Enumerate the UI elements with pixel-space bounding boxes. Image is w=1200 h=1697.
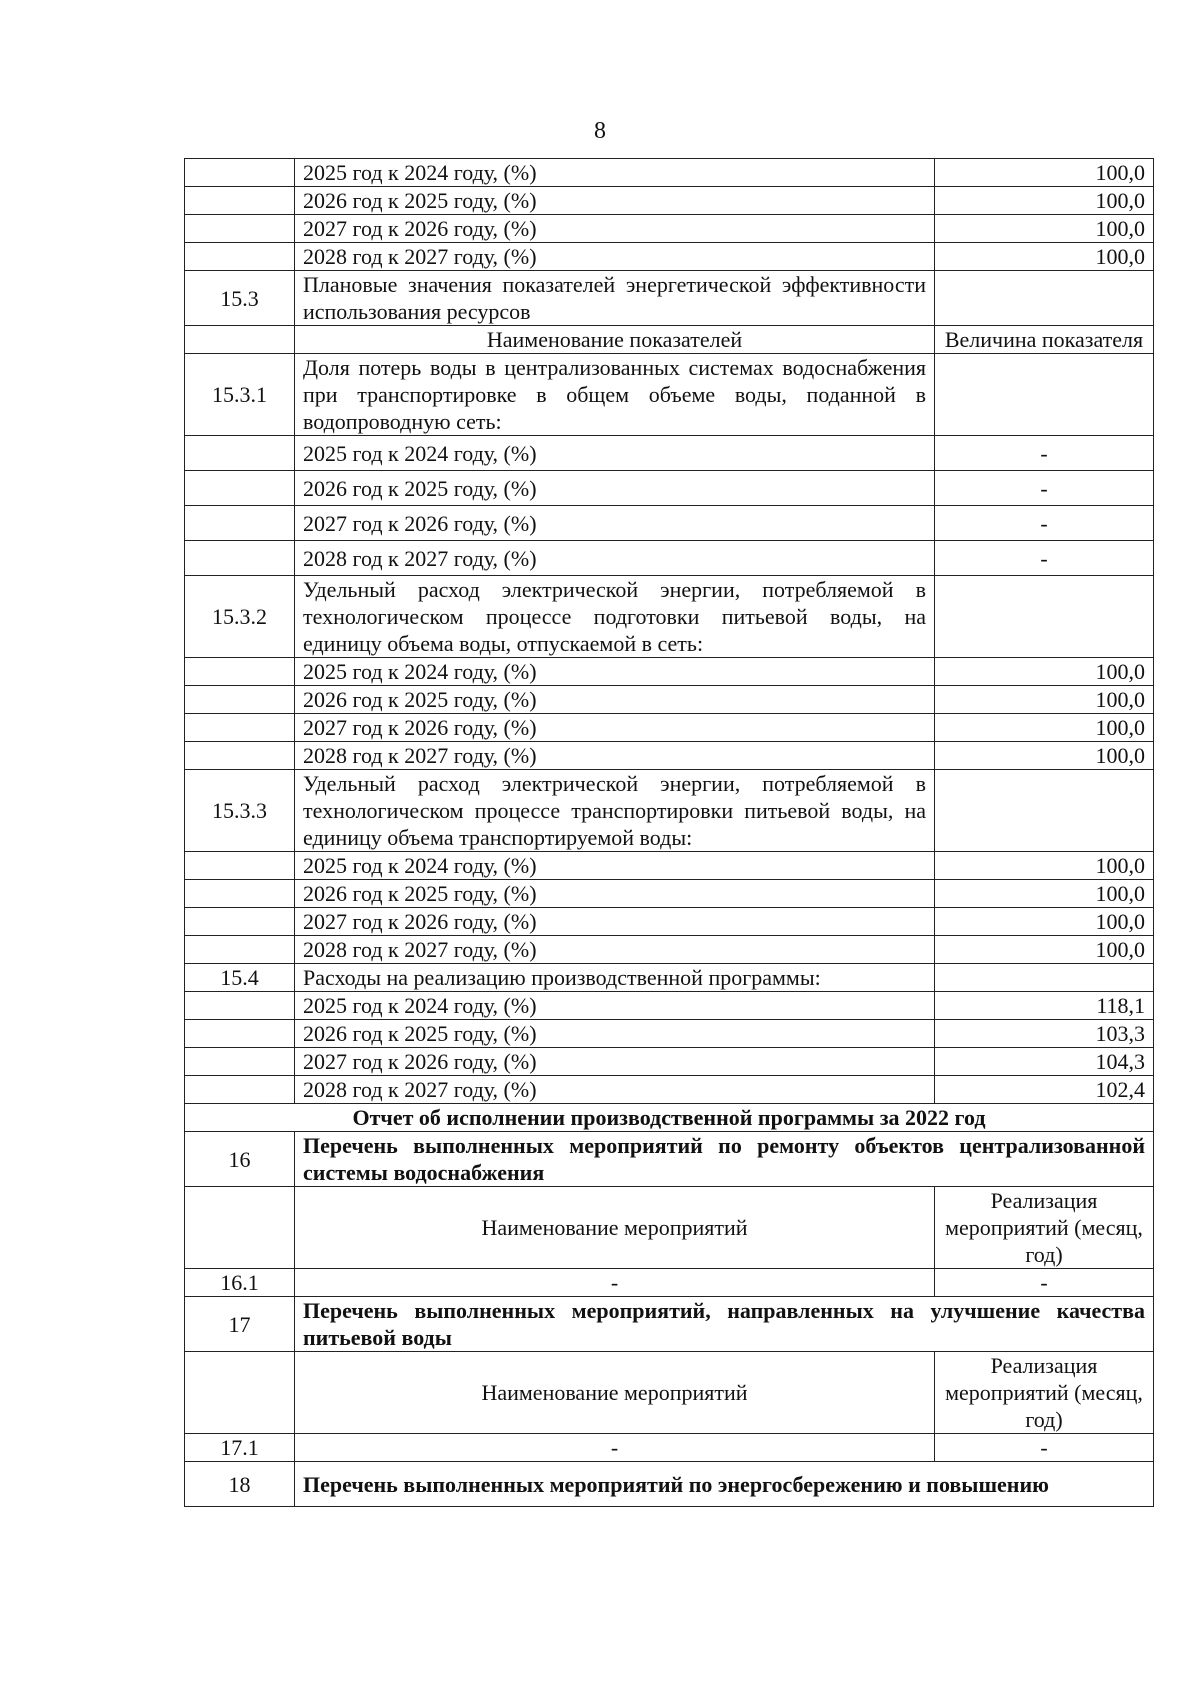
row-number-cell — [185, 187, 295, 215]
section-row-16 — [185, 1132, 1154, 1187]
table-row — [185, 852, 1154, 880]
row-number-cell — [185, 506, 295, 541]
section-title: Плановые значения показателей энергетической эффективности использования ресурсов — [295, 271, 935, 326]
row-number-cell — [185, 852, 295, 880]
row-label: 2028 год к 2027 году, (%) — [295, 742, 935, 770]
row-value: - — [935, 1269, 1154, 1297]
row-label: 2025 год к 2024 году, (%) — [295, 436, 935, 471]
row-number-cell — [185, 436, 295, 471]
table-row — [185, 908, 1154, 936]
row-label: - — [295, 1269, 935, 1297]
section-number: 15.4 — [185, 964, 295, 992]
table-row — [185, 541, 1154, 576]
table-row — [185, 1048, 1154, 1076]
row-value: 100,0 — [935, 742, 1154, 770]
section-row-15-4 — [185, 964, 1154, 992]
row-value: - — [935, 471, 1154, 506]
row-value: 100,0 — [935, 658, 1154, 686]
row-number-cell — [185, 992, 295, 1020]
row-label: 2028 год к 2027 году, (%) — [295, 1076, 935, 1104]
row-label: 2027 год к 2026 году, (%) — [295, 215, 935, 243]
section-number: 15.3 — [185, 271, 295, 326]
section-title: Перечень выполненных мероприятий по ремонту объектов централизованной системы водоснабжения — [295, 1132, 1154, 1187]
row-number: 17.1 — [185, 1434, 295, 1462]
row-label: 2027 год к 2026 году, (%) — [295, 1048, 935, 1076]
row-value: 100,0 — [935, 187, 1154, 215]
section-row-15-3-1 — [185, 354, 1154, 436]
row-value: 100,0 — [935, 243, 1154, 271]
table-row — [185, 436, 1154, 471]
row-label: 2025 год к 2024 году, (%) — [295, 658, 935, 686]
empty-value-cell — [935, 964, 1154, 992]
empty-value-cell — [935, 354, 1154, 436]
page-number: 8 — [594, 118, 606, 144]
row-label: 2026 год к 2025 году, (%) — [295, 187, 935, 215]
row-label: 2027 год к 2026 году, (%) — [295, 714, 935, 742]
row-label: 2025 год к 2024 году, (%) — [295, 159, 935, 187]
row-number-cell — [185, 714, 295, 742]
row-number-cell — [185, 908, 295, 936]
row-number-cell — [185, 658, 295, 686]
section-number: 15.3.1 — [185, 354, 295, 436]
section-title: Удельный расход электрической энергии, потребляемой в технологическом процессе транспортировки питьевой воды, на единицу объема транспортируемой воды: — [295, 770, 935, 852]
row-value: 104,3 — [935, 1048, 1154, 1076]
section-number: 18 — [185, 1462, 295, 1507]
section-row-18 — [185, 1462, 1154, 1507]
section-title: Перечень выполненных мероприятий, направленных на улучшение качества питьевой воды — [295, 1297, 1154, 1352]
row-value: 100,0 — [935, 686, 1154, 714]
row-number-cell — [185, 1076, 295, 1104]
section-title: Доля потерь воды в централизованных системах водоснабжения при транспортировке в общем объеме воды, поданной в водопроводную сеть: — [295, 354, 935, 436]
indicators-table — [184, 158, 1154, 1507]
column-header-row — [185, 1187, 1154, 1269]
row-value: 100,0 — [935, 880, 1154, 908]
empty-number-cell — [185, 1187, 295, 1269]
table-row — [185, 1020, 1154, 1048]
row-label: 2027 год к 2026 году, (%) — [295, 506, 935, 541]
row-value: 118,1 — [935, 992, 1154, 1020]
empty-value-cell — [935, 271, 1154, 326]
section-row-17 — [185, 1297, 1154, 1352]
table-row — [185, 1269, 1154, 1297]
column-header-value: Величина показателя — [935, 326, 1154, 354]
table-row — [185, 658, 1154, 686]
row-value: 100,0 — [935, 936, 1154, 964]
row-value: - — [935, 541, 1154, 576]
row-number-cell — [185, 471, 295, 506]
row-label: 2026 год к 2025 году, (%) — [295, 471, 935, 506]
section-row-15-3-3 — [185, 770, 1154, 852]
row-value: 100,0 — [935, 215, 1154, 243]
section-row-15-3-2 — [185, 576, 1154, 658]
row-number: 16.1 — [185, 1269, 295, 1297]
column-header-value: Реализация мероприятий (месяц, год) — [935, 1352, 1154, 1434]
row-value: 102,4 — [935, 1076, 1154, 1104]
row-number-cell — [185, 159, 295, 187]
empty-value-cell — [935, 770, 1154, 852]
row-number-cell — [185, 541, 295, 576]
table-row — [185, 506, 1154, 541]
section-title: Перечень выполненных мероприятий по энергосбережению и повышению — [295, 1462, 1154, 1507]
row-number-cell — [185, 1048, 295, 1076]
column-header-name: Наименование мероприятий — [295, 1187, 935, 1269]
row-number-cell — [185, 742, 295, 770]
table-row — [185, 992, 1154, 1020]
row-label: 2028 год к 2027 году, (%) — [295, 936, 935, 964]
row-value: 100,0 — [935, 159, 1154, 187]
column-header-row — [185, 326, 1154, 354]
row-label: 2025 год к 2024 году, (%) — [295, 992, 935, 1020]
column-header-row — [185, 1352, 1154, 1434]
row-number-cell — [185, 1020, 295, 1048]
row-value: 103,3 — [935, 1020, 1154, 1048]
row-label: 2028 год к 2027 году, (%) — [295, 541, 935, 576]
row-value: 100,0 — [935, 852, 1154, 880]
report-title: Отчет об исполнении производственной программы за 2022 год — [185, 1104, 1154, 1132]
row-label: 2028 год к 2027 году, (%) — [295, 243, 935, 271]
table-row — [185, 1434, 1154, 1462]
table-row — [185, 686, 1154, 714]
section-title: Удельный расход электрической энергии, потребляемой в технологическом процессе подготовки питьевой воды, на единицу объема воды, отпускаемой в сеть: — [295, 576, 935, 658]
row-label: 2025 год к 2024 году, (%) — [295, 852, 935, 880]
row-label: - — [295, 1434, 935, 1462]
table-row — [185, 471, 1154, 506]
row-number-cell — [185, 215, 295, 243]
section-number: 15.3.3 — [185, 770, 295, 852]
table-row — [185, 215, 1154, 243]
section-number: 16 — [185, 1132, 295, 1187]
row-label: 2026 год к 2025 году, (%) — [295, 686, 935, 714]
column-header-name: Наименование показателей — [295, 326, 935, 354]
table-row — [185, 936, 1154, 964]
column-header-name: Наименование мероприятий — [295, 1352, 935, 1434]
row-label: 2026 год к 2025 году, (%) — [295, 1020, 935, 1048]
row-number-cell — [185, 880, 295, 908]
table-row — [185, 880, 1154, 908]
column-header-value: Реализация мероприятий (месяц, год) — [935, 1187, 1154, 1269]
row-value: - — [935, 1434, 1154, 1462]
table-row — [185, 1076, 1154, 1104]
row-number-cell — [185, 243, 295, 271]
section-number: 15.3.2 — [185, 576, 295, 658]
section-title: Расходы на реализацию производственной программы: — [295, 964, 935, 992]
table-row — [185, 714, 1154, 742]
table-row — [185, 742, 1154, 770]
table-row — [185, 159, 1154, 187]
row-label: 2026 год к 2025 году, (%) — [295, 880, 935, 908]
row-number-cell — [185, 686, 295, 714]
row-value: 100,0 — [935, 714, 1154, 742]
empty-number-cell — [185, 1352, 295, 1434]
row-value: - — [935, 506, 1154, 541]
empty-value-cell — [935, 576, 1154, 658]
section-number: 17 — [185, 1297, 295, 1352]
table-row — [185, 187, 1154, 215]
row-value: - — [935, 436, 1154, 471]
row-number-cell — [185, 936, 295, 964]
row-label: 2027 год к 2026 году, (%) — [295, 908, 935, 936]
report-title-row — [185, 1104, 1154, 1132]
empty-number-cell — [185, 326, 295, 354]
row-value: 100,0 — [935, 908, 1154, 936]
section-row-15-3 — [185, 271, 1154, 326]
table-row — [185, 243, 1154, 271]
